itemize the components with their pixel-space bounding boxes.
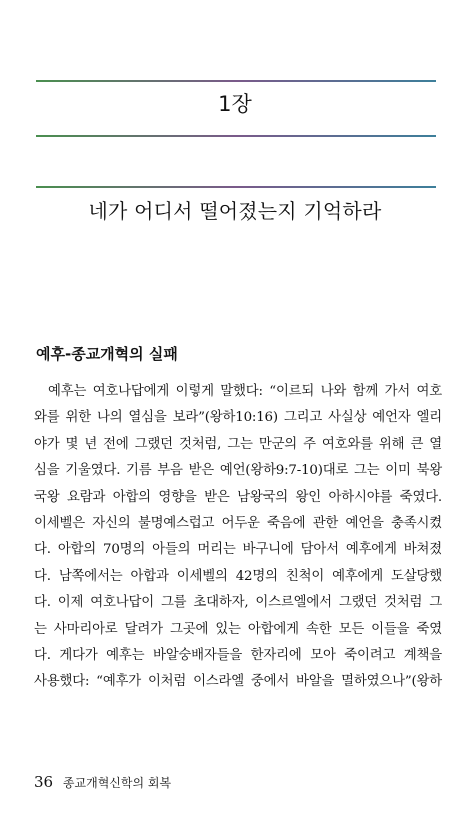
- body-line: 야가 몇 년 전에 그랬던 것처럼, 그는 만군의 주 여호와를 위해 큰 열: [34, 436, 442, 452]
- body-line: 다. 아합의 70명의 아들의 머리는 바구니에 담아서 예후에게 바쳐졌: [34, 542, 442, 558]
- chapter-middle-rule: [36, 135, 436, 137]
- body-line: 국왕 요람과 아합의 영향을 받은 남왕국의 왕인 아하시야를 죽였다.: [34, 489, 442, 505]
- page-number: 36: [34, 773, 54, 791]
- body-line: 는 사마리아로 달려가 그곳에 있는 아합에게 속한 모든 이들을 죽였: [34, 621, 442, 637]
- body-line: 다. 게다가 예후는 바알숭배자들을 한자리에 모아 죽이려고 계책을: [34, 647, 442, 663]
- body-line: 이세벨은 자신의 불명예스럽고 어두운 죽음에 관한 예언을 충족시켰: [34, 515, 442, 531]
- body-line: 와를 위한 나의 열심을 보라”(왕하10:16) 그리고 사실상 예언자 엘리: [34, 410, 442, 426]
- title-top-rule: [36, 186, 436, 188]
- body-line: 예후는 여호나답에게 이렇게 말했다: “이르되 나와 함께 가서 여호: [48, 384, 442, 399]
- section-heading: 예후-종교개혁의 실패: [36, 345, 178, 363]
- page-footer: [34, 772, 171, 793]
- body-line: 사용했다: “예후가 이처럼 이스라엘 중에서 바알을 멸하였으나”(왕하: [34, 674, 442, 690]
- body-line: 심을 기울였다. 기름 부음 받은 예언(왕하9:7-10)대로 그는 이미 북왕: [34, 463, 442, 479]
- body-line: 다. 남쪽에서는 아합과 이세벨의 42명의 친척이 예후에게 도살당했: [34, 568, 442, 584]
- body-line: 다. 이제 여호나답이 그를 초대하자, 이스르엘에서 그랬던 것처럼 그: [34, 595, 442, 611]
- chapter-label: 1장: [218, 92, 252, 116]
- running-title: 종교개혁신학의 회복: [62, 776, 172, 790]
- body-paragraph: [34, 379, 442, 696]
- chapter-top-rule: [36, 80, 436, 82]
- chapter-title: 네가 어디서 떨어졌는지 기억하라: [88, 199, 382, 223]
